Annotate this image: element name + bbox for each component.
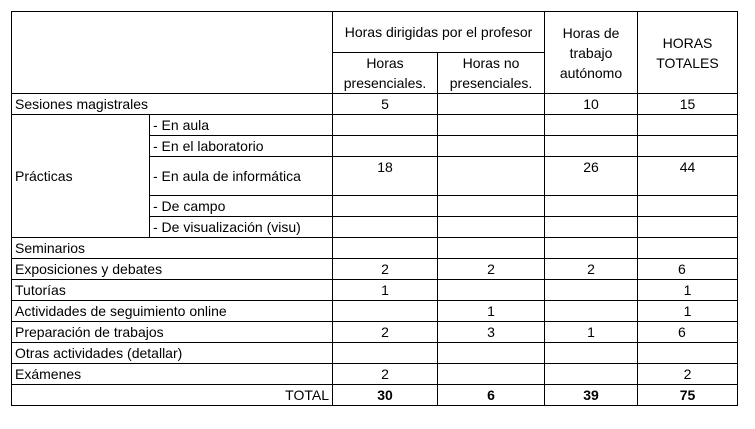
cell-totales: 1 xyxy=(638,301,738,322)
total-totales: 75 xyxy=(638,385,738,406)
cell-presenciales xyxy=(333,217,438,238)
cell-autonomo xyxy=(545,136,638,157)
row-sublabel: - De campo xyxy=(150,196,333,217)
header-row-1 xyxy=(12,12,738,53)
table-row xyxy=(12,364,738,385)
cell-no-presenciales xyxy=(438,280,545,301)
table-row xyxy=(12,238,738,259)
cell-no-presenciales xyxy=(438,136,545,157)
cell-totales xyxy=(638,136,738,157)
table-row xyxy=(12,280,738,301)
table-row xyxy=(12,259,738,280)
cell-autonomo xyxy=(545,238,638,259)
cell-presenciales: 18 xyxy=(333,157,438,196)
row-sublabel: - En aula de informática xyxy=(150,157,333,196)
header-totales: HORAS TOTALES xyxy=(638,12,738,94)
cell-no-presenciales: 3 xyxy=(438,322,545,343)
row-label: Exposiciones y debates xyxy=(12,259,333,280)
cell-no-presenciales xyxy=(438,217,545,238)
cell-no-presenciales xyxy=(438,115,545,136)
cell-no-presenciales xyxy=(438,238,545,259)
cell-no-presenciales: 2 xyxy=(438,259,545,280)
cell-presenciales xyxy=(333,301,438,322)
cell-totales xyxy=(638,238,738,259)
row-sublabel: - En el laboratorio xyxy=(150,136,333,157)
cell-presenciales xyxy=(333,343,438,364)
cell-autonomo xyxy=(545,217,638,238)
row-label: Otras actividades (detallar) xyxy=(12,343,333,364)
cell-autonomo xyxy=(545,343,638,364)
table-row xyxy=(12,301,738,322)
cell-no-presenciales xyxy=(438,196,545,217)
total-presenciales: 30 xyxy=(333,385,438,406)
cell-autonomo xyxy=(545,301,638,322)
header-presenciales: Horas presenciales. xyxy=(333,53,438,94)
cell-totales xyxy=(638,217,738,238)
cell-autonomo: 10 xyxy=(545,94,638,115)
cell-autonomo xyxy=(545,115,638,136)
cell-no-presenciales xyxy=(438,343,545,364)
cell-no-presenciales xyxy=(438,157,545,196)
cell-totales: 6 xyxy=(638,259,738,280)
cell-presenciales: 5 xyxy=(333,94,438,115)
cell-totales xyxy=(638,343,738,364)
cell-autonomo xyxy=(545,364,638,385)
row-label: Sesiones magistrales xyxy=(12,94,333,115)
table-row xyxy=(12,322,738,343)
hours-table xyxy=(11,11,738,406)
cell-autonomo xyxy=(545,196,638,217)
cell-presenciales: 2 xyxy=(333,322,438,343)
cell-presenciales xyxy=(333,196,438,217)
row-sublabel: - De visualización (visu) xyxy=(150,217,333,238)
cell-no-presenciales: 1 xyxy=(438,301,545,322)
row-label: Exámenes xyxy=(12,364,333,385)
cell-autonomo: 1 xyxy=(545,322,638,343)
cell-totales: 2 xyxy=(638,364,738,385)
header-empty-cell xyxy=(12,12,333,94)
cell-totales xyxy=(638,196,738,217)
cell-autonomo: 2 xyxy=(545,259,638,280)
table-row xyxy=(12,115,738,136)
cell-autonomo: 26 xyxy=(545,157,638,196)
cell-no-presenciales xyxy=(438,364,545,385)
cell-totales: 1 xyxy=(638,280,738,301)
cell-totales xyxy=(638,115,738,136)
row-sublabel: - En aula xyxy=(150,115,333,136)
cell-totales: 15 xyxy=(638,94,738,115)
row-label: Tutorías xyxy=(12,280,333,301)
total-label: TOTAL xyxy=(12,385,333,406)
practicas-label: Prácticas xyxy=(12,115,150,238)
row-label: Actividades de seguimiento online xyxy=(12,301,333,322)
cell-presenciales: 1 xyxy=(333,280,438,301)
cell-no-presenciales xyxy=(438,94,545,115)
total-row xyxy=(12,385,738,406)
header-dirigidas: Horas dirigidas por el profesor xyxy=(333,12,545,53)
table-row xyxy=(12,94,738,115)
total-no-presenciales: 6 xyxy=(438,385,545,406)
header-autonomo: Horas de trabajo autónomo xyxy=(545,12,638,94)
cell-autonomo xyxy=(545,280,638,301)
row-label: Seminarios xyxy=(12,238,333,259)
total-autonomo: 39 xyxy=(545,385,638,406)
cell-presenciales xyxy=(333,136,438,157)
cell-presenciales xyxy=(333,238,438,259)
row-label: Preparación de trabajos xyxy=(12,322,333,343)
header-no-presenciales: Horas no presenciales. xyxy=(438,53,545,94)
cell-presenciales: 2 xyxy=(333,259,438,280)
cell-totales: 6 xyxy=(638,322,738,343)
cell-totales: 44 xyxy=(638,157,738,196)
table-row xyxy=(12,343,738,364)
cell-presenciales: 2 xyxy=(333,364,438,385)
cell-presenciales xyxy=(333,115,438,136)
